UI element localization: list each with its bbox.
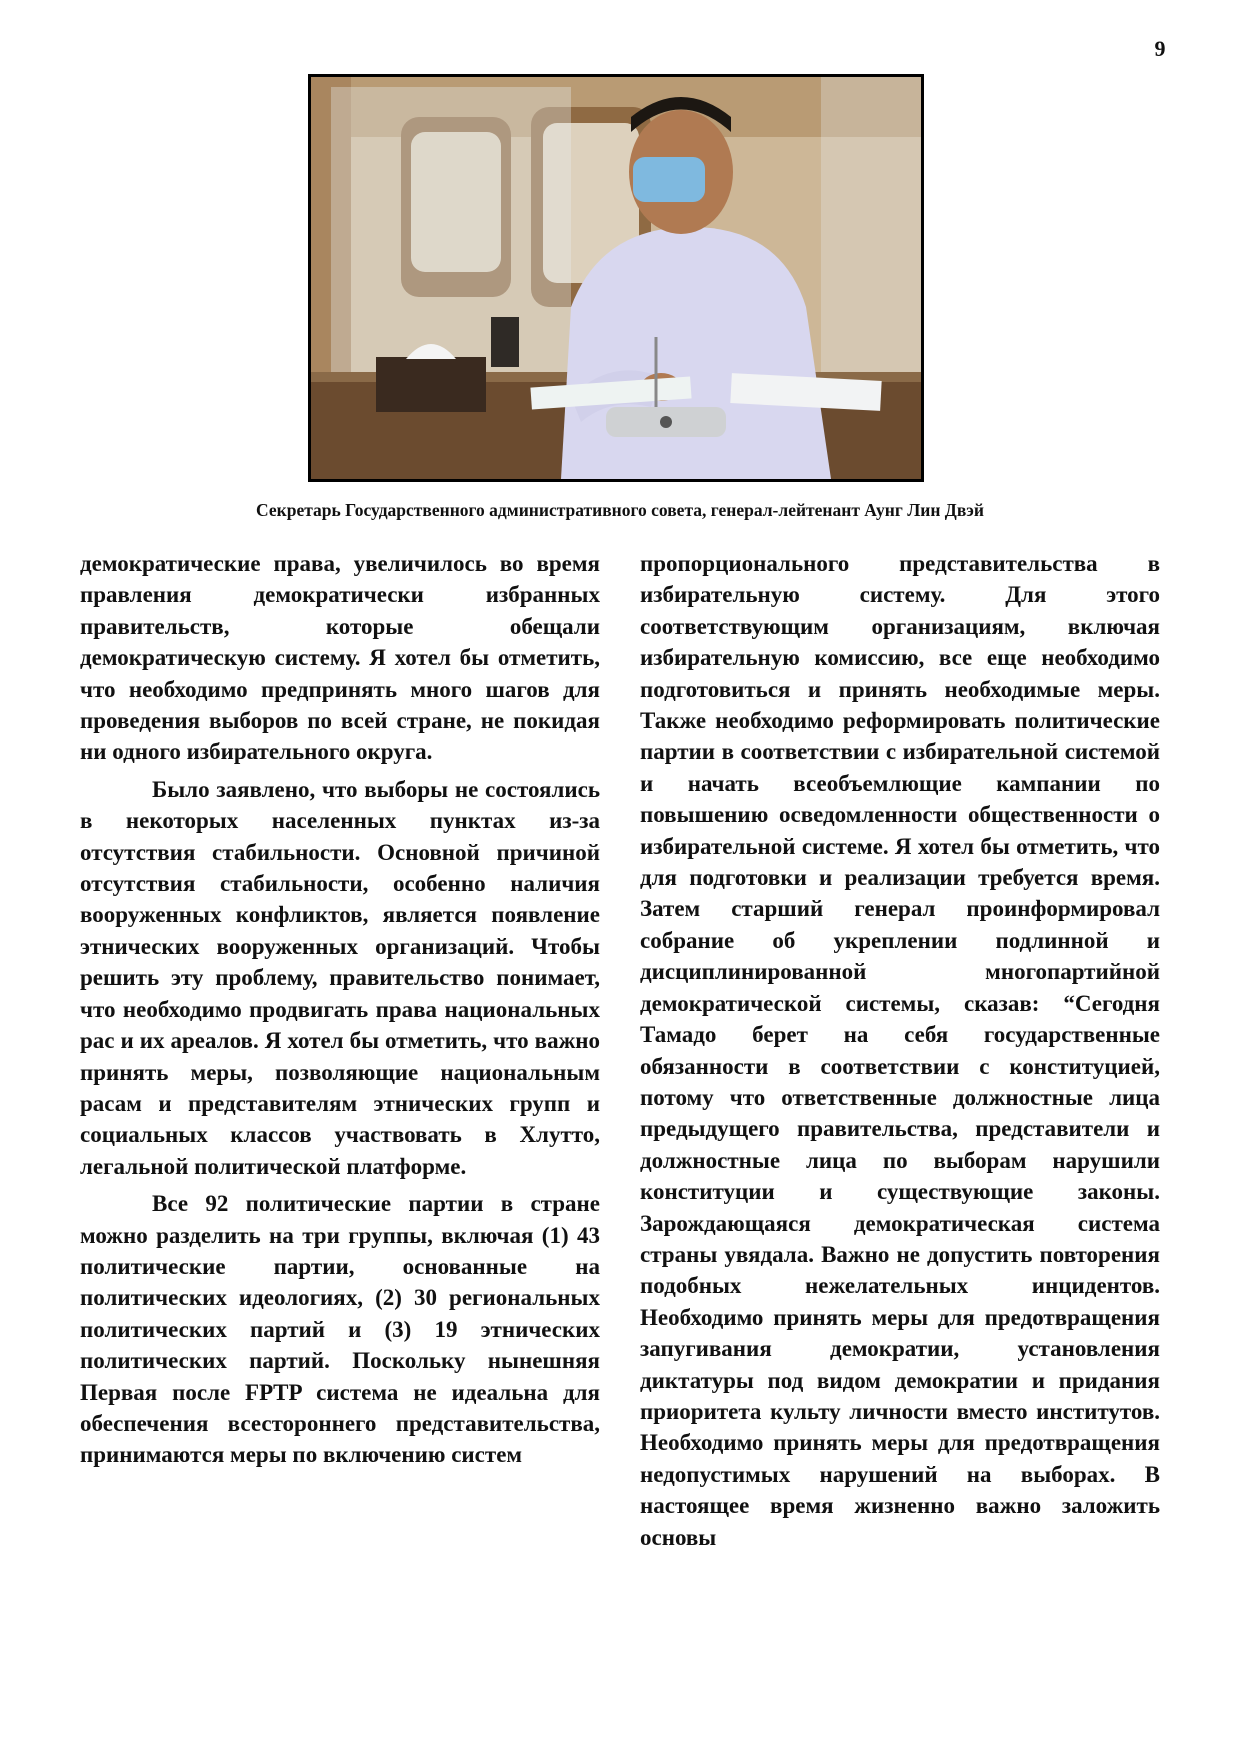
photo-caption: Секретарь Государственного административного совета, генерал-лейтенант Аунг Лин Двэй (256, 500, 984, 520)
face-mask (633, 157, 705, 202)
paragraph: Все 92 политические партии в стране можно разделить на три группы, включая (1) 43 политические партии, основанные на политических идеологиях, (2) 30 региональных политических партий и (3) 19 этнических политических партий. Поскольку нынешняя Первая после FPTP система не идеальна для обеспечения всестороннего представительства, принимаются меры по включению систем (80, 1191, 600, 1468)
right-column (640, 548, 1160, 1559)
paragraph: демократические права, увеличилось во время правления демократически избранных правительств, которые обещали демократическую систему. Я хотел бы отметить, что необходимо предпринять много шагов для проведения выборов по всей стране, не покидая ни одного избирательного округа. (80, 551, 600, 765)
meeting-photo-illustration (311, 77, 921, 479)
page-number: 9 (1154, 36, 1166, 61)
paragraph: пропорционального представительства в избирательную систему. Для этого соответствующим организациям, включая избирательную комиссию, все еще необходимо подготовиться и принять необходимые меры. Также необходимо реформировать политические партии в соответствии с избирательной системой и начать всеобъемлющие кампании по повышению осведомленности общественности о избирательной системе. Я хотел бы отметить, что для подготовки и реализации требуется время. Затем старший генерал проинформировал собрание об укреплении подлинной и дисциплинированной многопартийной демократической системы, сказав: “Сегодня Тамадо берет на себя государственные обязанности в соответствии с конституцией, потому что ответственные должностные лица предыдущего правительства, представители и должностные лица по выборам нарушили конституции и существующие законы. Зарождающаяся демократическая система страны увядала. Важно не допустить повторения подобных нежелательных инцидентов. Необходимо принять меры для предотвращения запугивания демократии, установления диктатуры под видом демократии и придания приоритета культу личности вместо институтов. Необходимо принять меры для предотвращения недопустимых нарушений на выборах. В настоящее время жизненно важно заложить основы (640, 551, 1160, 1550)
meeting-photo (308, 74, 924, 482)
paragraph: Было заявлено, что выборы не состоялись в некоторых населенных пунктах из-за отсутствия стабильности. Основной причиной отсутствия стабильности, особенно наличия вооруженных конфликтов, является появление этнических вооруженных организаций. Чтобы решить эту проблему, правительство понимает, что необходимо продвигать права национальных рас и их ареалов. Я хотел бы отметить, что важно принять меры, позволяющие национальным расам и представителям этнических групп и социальных классов участвовать в Хлутто, легальной политической платформе. (80, 776, 600, 1179)
cup (491, 317, 519, 367)
left-column (80, 548, 600, 1477)
